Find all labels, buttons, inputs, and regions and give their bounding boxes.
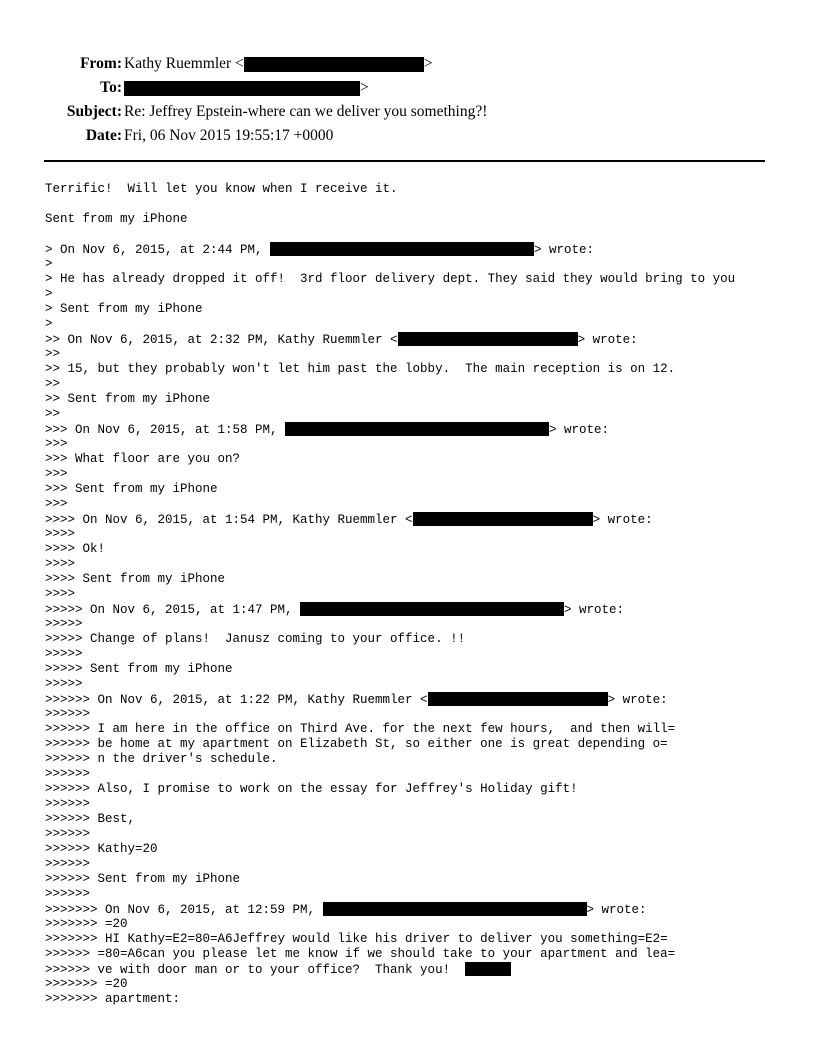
body-line: Terrific! Will let you know when I receive it. (45, 182, 398, 196)
body-line-text: >>>>>> ve with door man or to your office? Thank you! (45, 963, 466, 977)
redaction-box (300, 602, 564, 616)
body-line: >>>>>> (45, 797, 91, 811)
body-line: >> 15, but they probably won't let him past the lobby. The main reception is on 12. (45, 362, 676, 376)
body-line: >>>> (45, 527, 76, 541)
quote-header-wrote: > wrote: (577, 333, 638, 347)
body-line: >>> (45, 467, 68, 481)
body-line: >>>>>> be home at my apartment on Elizabeth St, so either one is great depending o= (45, 737, 668, 751)
to-close: > (360, 79, 369, 96)
body-line: >>>>>>> apartment: (45, 992, 181, 1006)
body-line: >> Sent from my iPhone (45, 392, 211, 406)
body-line: >>>>>> (45, 887, 91, 901)
redaction-box (270, 242, 534, 256)
body-line: >>>>>> I am here in the office on Third Ave. for the next few hours, and then will= (45, 722, 676, 736)
body-line: >>>>>> (45, 767, 91, 781)
body-line: >>>> Ok! (45, 542, 106, 556)
quote-header-wrote: > wrote: (586, 903, 647, 917)
from-name: Kathy Ruemmler < (124, 55, 244, 72)
quote-header-text: >>>> On Nov 6, 2015, at 1:54 PM, Kathy Ruemmler < (45, 513, 413, 527)
quote-header-line (45, 242, 805, 257)
body-line: >>>>>> =80=A6can you please let me know if we should take to your apartment and lea= (45, 947, 676, 961)
body-line: >>>> Sent from my iPhone (45, 572, 226, 586)
quote-header-text: > On Nov 6, 2015, at 2:44 PM, (45, 243, 271, 257)
body-line: >>>>>> Kathy=20 (45, 842, 158, 856)
body-line: >>>>> Sent from my iPhone (45, 662, 233, 676)
body-line (45, 962, 805, 977)
quote-header-line (45, 692, 805, 707)
body-line: > (45, 317, 53, 331)
body-line: >>>>> (45, 617, 83, 631)
redaction-box (323, 902, 587, 916)
quote-header-line (45, 512, 805, 527)
date-label: Date: (85, 127, 122, 144)
quote-header-wrote: > wrote: (607, 693, 668, 707)
body-line: >> (45, 347, 61, 361)
subject-value: Re: Jeffrey Epstein-where can we deliver you something?! (124, 103, 488, 120)
quote-header-text: >>>>>> On Nov 6, 2015, at 1:22 PM, Kathy Ruemmler < (45, 693, 428, 707)
redaction-box (428, 692, 608, 706)
quote-header-text: >>> On Nov 6, 2015, at 1:58 PM, (45, 423, 286, 437)
redaction-box (285, 422, 549, 436)
quote-header-text: >>>>>>> On Nov 6, 2015, at 12:59 PM, (45, 903, 323, 917)
from-row (0, 52, 816, 76)
body-line: >>> Sent from my iPhone (45, 482, 218, 496)
body-line: >>> (45, 497, 68, 511)
quote-header-text: >>>>> On Nov 6, 2015, at 1:47 PM, (45, 603, 301, 617)
body-line: >> (45, 377, 61, 391)
to-value (124, 76, 369, 100)
body-line: >>>>>>> =20 (45, 977, 128, 991)
quote-header-wrote: > wrote: (534, 243, 595, 257)
to-label: To: (100, 79, 122, 96)
quote-header-wrote: > wrote: (592, 513, 653, 527)
redaction-box (244, 57, 424, 72)
quote-header-text: >> On Nov 6, 2015, at 2:32 PM, Kathy Ruemmler < (45, 333, 398, 347)
subject-label: Subject: (66, 103, 122, 120)
date-row (0, 124, 816, 148)
body-line: >>>>> (45, 647, 83, 661)
body-line: > (45, 257, 53, 271)
body-line: >>>>>> Also, I promise to work on the essay for Jeffrey's Holiday gift! (45, 782, 578, 796)
body-line: Sent from my iPhone (45, 212, 188, 226)
redaction-box (124, 81, 360, 96)
body-line: >>>>>> (45, 707, 91, 721)
body-line: >>> What floor are you on? (45, 452, 241, 466)
body-line: >>>>>> (45, 857, 91, 871)
body-line: > Sent from my iPhone (45, 302, 203, 316)
header-divider (44, 160, 765, 162)
body-line: >>>> (45, 587, 76, 601)
redaction-box (413, 512, 593, 526)
redaction-box (398, 332, 578, 346)
body-line: > (45, 287, 53, 301)
body-line: >>>>>> Sent from my iPhone (45, 872, 241, 886)
quote-header-line (45, 422, 805, 437)
body-line: >>>> (45, 557, 76, 571)
body-line: >>> (45, 437, 68, 451)
email-body (45, 182, 805, 1007)
body-line: >>>>> (45, 677, 83, 691)
body-line: >>>>>> n the driver's schedule. (45, 752, 278, 766)
body-line: >>>>>>> HI Kathy=E2=80=A6Jeffrey would like his driver to deliver you something=E2= (45, 932, 668, 946)
body-line: > He has already dropped it off! 3rd floor delivery dept. They said they would bring to you (45, 272, 736, 286)
to-row (0, 76, 816, 100)
body-line: >>>>>> Best, (45, 812, 136, 826)
quote-header-line (45, 902, 805, 917)
body-line: >> (45, 407, 61, 421)
from-value (124, 52, 433, 76)
from-close: > (423, 55, 433, 72)
email-header (0, 52, 816, 148)
subject-row (0, 100, 816, 124)
quote-header-line (45, 602, 805, 617)
redaction-box (465, 962, 511, 976)
body-line: >>>>> Change of plans! Janusz coming to your office. !! (45, 632, 466, 646)
body-line: >>>>>>> =20 (45, 917, 128, 931)
quote-header-wrote: > wrote: (564, 603, 625, 617)
quote-header-wrote: > wrote: (549, 423, 610, 437)
quote-header-line (45, 332, 805, 347)
date-value: Fri, 06 Nov 2015 19:55:17 +0000 (124, 127, 334, 144)
from-label: From: (80, 55, 122, 72)
body-line: >>>>>> (45, 827, 91, 841)
